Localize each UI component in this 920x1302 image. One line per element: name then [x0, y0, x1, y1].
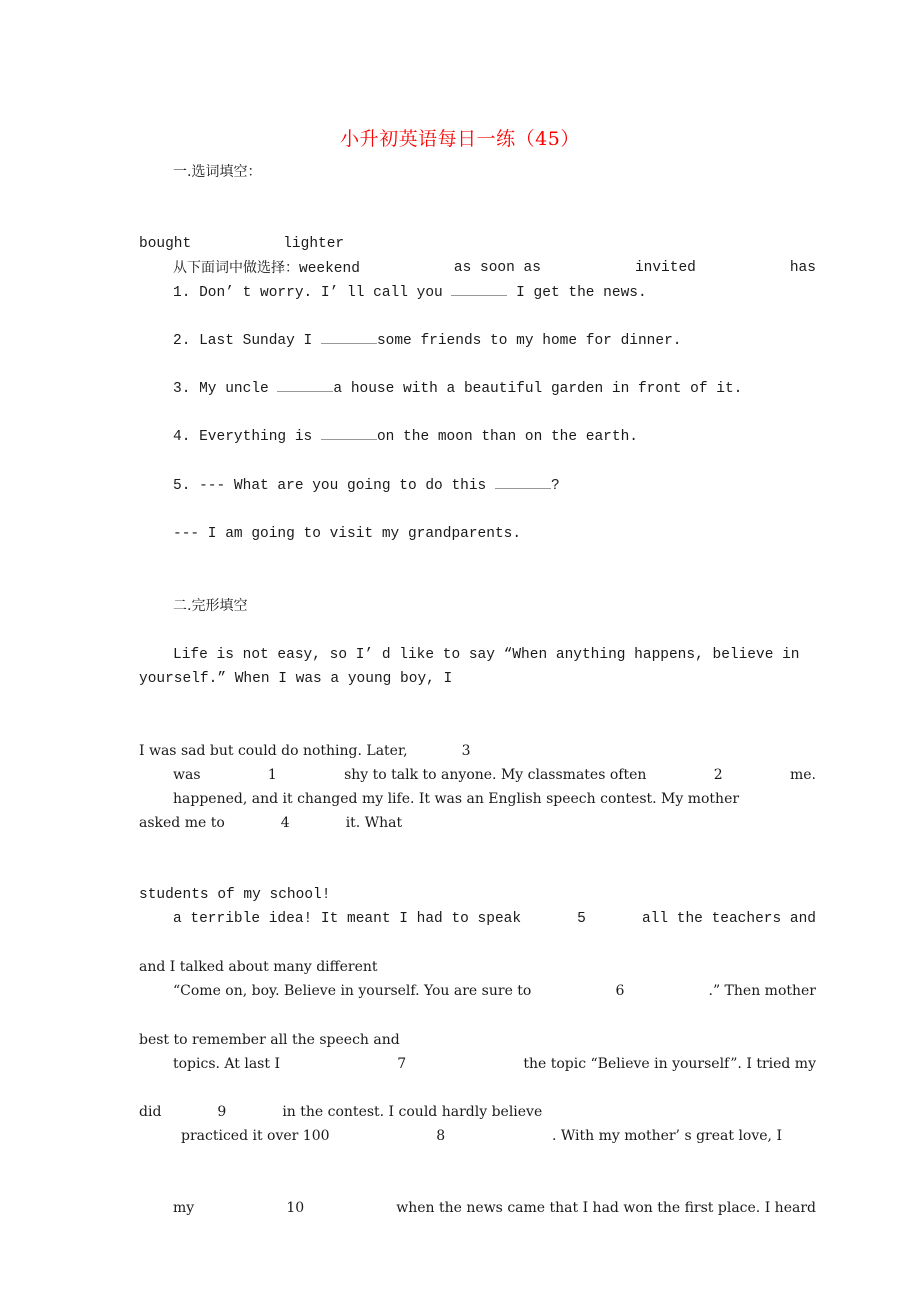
word-bank-word: invited [634, 260, 696, 276]
passage-text: when the news came that I had won the first place. I heard [396, 1200, 816, 1216]
passage-text: shy to talk to anyone. My classmates often [344, 767, 647, 783]
answer-blank[interactable] [321, 329, 377, 344]
question-5 [139, 474, 816, 498]
answer-line: --- I am going to visit my grandparents. [173, 526, 522, 542]
blank-number: 4 [280, 815, 290, 831]
blank-number: 5 [577, 911, 586, 927]
passage-text: topics. At last I [173, 1056, 280, 1072]
passage-text: .” Then mother [708, 983, 816, 999]
blank-number: 8 [436, 1128, 446, 1144]
answer-blank[interactable] [277, 377, 333, 392]
blank-number: 6 [615, 983, 625, 999]
passage-text: it. What [345, 815, 403, 831]
word-bank-word: as soon as [453, 260, 541, 276]
word-bank-word: bought [139, 236, 192, 252]
question-text: 2. Last Sunday I [173, 333, 321, 349]
blank-number: 9 [217, 1104, 227, 1120]
question-text: 5. --- What are you going to do this [173, 478, 495, 494]
question-text: 4. Everything is [173, 429, 321, 445]
passage-line [139, 1148, 816, 1244]
blank-number: 1 [267, 767, 277, 783]
passage-line: Life is not easy, so I’ d like to say “When anything happens, believe in [173, 647, 800, 663]
question-text: on the moon than on the earth. [376, 429, 638, 445]
passage-line: students of my school! [139, 887, 331, 903]
section2-heading: 二.完形填空 [173, 598, 248, 614]
passage-text: asked me to [139, 815, 225, 831]
passage-text: in the contest. I could hardly believe [282, 1104, 543, 1120]
blank-number: 3 [461, 743, 471, 759]
question-text: a house with a beautiful garden in front of it. [333, 381, 743, 397]
question-text: 1. Don’ t worry. I’ ll call you [173, 285, 452, 301]
passage-line: yourself.” When I was a young boy, I [139, 671, 453, 687]
passage-text: my [173, 1200, 195, 1216]
word-bank-word: lighter [283, 236, 345, 252]
passage-text: me. [789, 767, 816, 783]
passage-line [139, 739, 782, 763]
answer-blank[interactable] [451, 281, 507, 296]
answer-blank[interactable] [495, 474, 551, 489]
question-3 [139, 377, 816, 401]
word-bank-word: weekend [299, 261, 360, 277]
passage-text: did [139, 1104, 162, 1120]
word-bank-line-2 [139, 232, 782, 256]
passage-text: was [173, 767, 201, 783]
blank-number: 7 [397, 1056, 407, 1072]
question-4 [139, 425, 816, 449]
blank-number: 2 [713, 767, 723, 783]
passage-text: all the teachers and [641, 911, 816, 927]
question-text: I get the news. [507, 285, 647, 301]
passage-line: and I talked about many different [139, 959, 378, 975]
section1-heading: 一.选词填空： [173, 164, 262, 180]
question-2 [139, 329, 816, 353]
question-1 [139, 281, 816, 305]
word-bank-prompt: 从下面词中做选择： [173, 260, 299, 276]
passage-line: happened, and it changed my life. It was an English speech contest. My mother [173, 791, 740, 807]
question-text: 3. My uncle [173, 381, 278, 397]
passage-text: a terrible idea! It meant I had to speak [173, 911, 522, 927]
page-title: 小升初英语每日一练（45） [340, 128, 580, 150]
passage-text: practiced it over 100 [181, 1128, 330, 1144]
passage-line [139, 1100, 782, 1124]
question-text: some friends to my home for dinner. [376, 333, 682, 349]
question-text: ? [550, 478, 560, 494]
passage-text: “Come on, boy. Believe in yourself. You are sure to [173, 983, 532, 999]
word-bank-word: has [789, 260, 816, 276]
blank-number: 10 [286, 1200, 305, 1216]
passage-text: the topic “Believe in yourself”. I tried my [523, 1056, 816, 1072]
passage-line [139, 811, 782, 835]
passage-text: . With my mother’ s great love, I [551, 1128, 782, 1144]
passage-line: best to remember all the speech and [139, 1032, 400, 1048]
answer-blank[interactable] [321, 425, 377, 440]
passage-text: I was sad but could do nothing. Later, [139, 743, 408, 759]
